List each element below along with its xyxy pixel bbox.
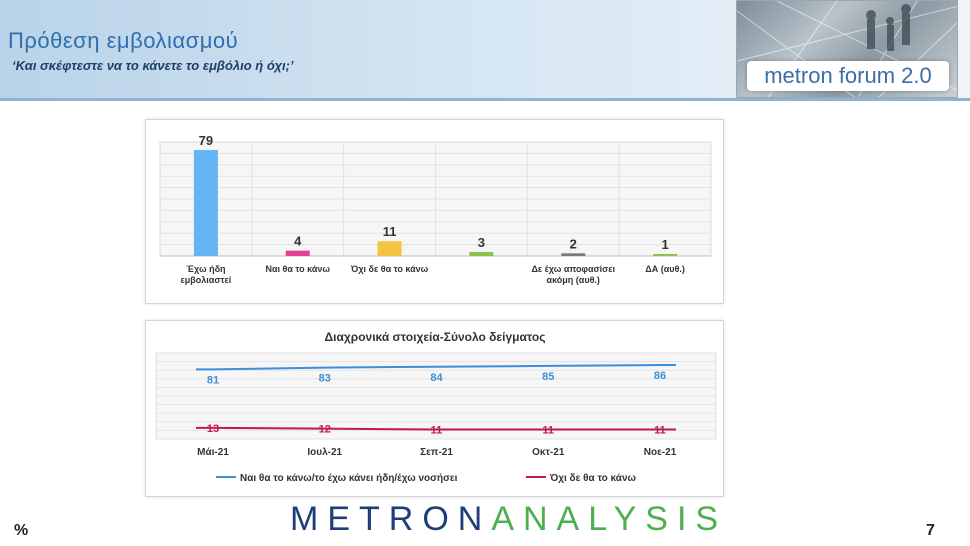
legend-entry: Ναι θα το κάνω/το έχω κάνει ήδη/έχω νοσήσει — [240, 473, 458, 484]
forum-logo-text: metron forum 2.0 — [747, 61, 949, 91]
legend-entry: Όχι δε θα το κάνω — [550, 473, 636, 484]
bar-chart-svg — [146, 120, 725, 305]
x-tick-label: Σεπ-21 — [420, 447, 453, 458]
point-value-label: 11 — [430, 424, 443, 437]
page-title: Πρόθεση εμβολιασμού — [8, 28, 239, 53]
bar-value-label: 4 — [294, 233, 302, 249]
x-tick-label: Οκτ-21 — [532, 447, 565, 458]
bar — [561, 253, 585, 256]
x-tick-label: Μάι-21 — [197, 447, 229, 458]
point-value-label: 84 — [430, 371, 443, 384]
percent-symbol: % — [14, 522, 29, 539]
brand-metron: METRON — [290, 500, 492, 538]
bar — [469, 252, 493, 256]
bar-value-label: 2 — [569, 236, 577, 252]
point-value-label: 83 — [318, 372, 331, 385]
page-subtitle: ‘Και σκέφτεστε να το κάνετε το εμβόλιο ή όχι;’ — [12, 58, 294, 73]
bar-value-label: 79 — [198, 133, 214, 149]
point-value-label: 11 — [654, 424, 666, 437]
header-divider — [0, 98, 970, 101]
category-label: ΔΑ (αυθ.) — [645, 264, 685, 274]
bar — [194, 150, 218, 256]
category-label: Όχι δε θα το κάνω — [350, 264, 429, 274]
point-value-label: 86 — [653, 370, 667, 383]
brand-analysis: ANALYSIS — [491, 500, 728, 538]
x-tick-label: Ιουλ-21 — [307, 447, 343, 458]
bar-value-label: 11 — [382, 224, 397, 240]
trend-line-chart — [145, 320, 724, 497]
bar — [378, 241, 402, 256]
point-value-label: 81 — [206, 374, 220, 387]
line-chart-svg — [146, 321, 725, 498]
page-number: 7 — [926, 522, 935, 539]
point-value-label: 13 — [206, 422, 220, 435]
point-value-label: 11 — [542, 424, 555, 437]
point-value-label: 12 — [318, 423, 331, 436]
vaccination-intent-bar-chart — [145, 119, 724, 304]
forum-logo — [736, 0, 958, 98]
chart-title: Διαχρονικά στοιχεία-Σύνολο δείγματος — [324, 330, 546, 344]
category-label: Ναι θα το κάνω — [265, 264, 331, 274]
bar-value-label: 1 — [661, 237, 669, 252]
category-label: Έχω ήδη εμβολιαστεί — [180, 264, 232, 285]
bar — [653, 254, 677, 256]
brand-logo — [290, 500, 728, 539]
x-tick-label: Νοε-21 — [643, 447, 677, 458]
point-value-label: 85 — [542, 370, 555, 383]
category-label: Δε έχω αποφασίσει ακόμη (αυθ.) — [531, 264, 616, 285]
bar — [286, 251, 310, 256]
bar-value-label: 3 — [477, 234, 486, 250]
